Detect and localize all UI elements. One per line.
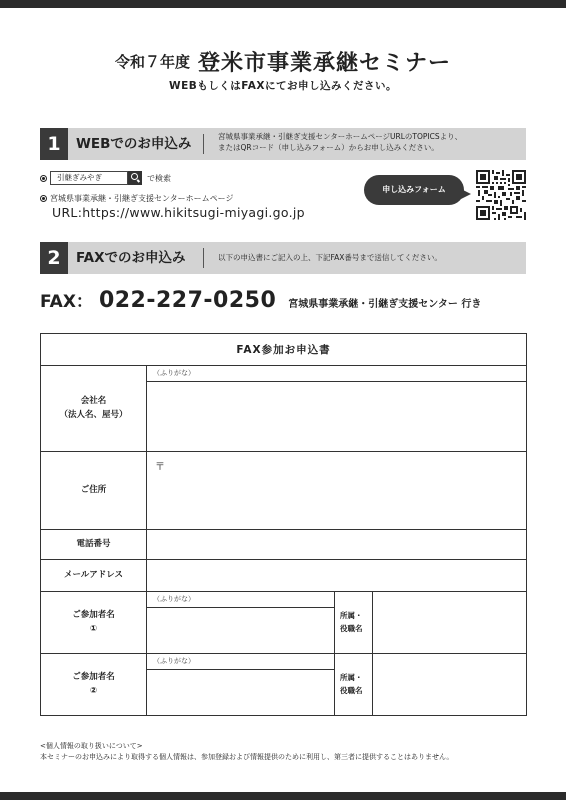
participant1-label-line2: ① bbox=[89, 623, 98, 634]
fax-number-line bbox=[40, 287, 481, 313]
search-suffix: で検索 bbox=[147, 173, 171, 183]
participant2-label-line2: ② bbox=[89, 685, 98, 696]
participant2-label bbox=[41, 654, 147, 716]
homepage-url[interactable]: URL:https://www.hikitsugi-miyagi.go.jp bbox=[52, 205, 305, 220]
company-name-field[interactable] bbox=[147, 382, 527, 452]
section-fax-header bbox=[40, 242, 526, 274]
affiliation-line2: 役職名 bbox=[340, 685, 363, 695]
page-subtitle: WEBもしくはFAXにてお申し込みください。 bbox=[169, 80, 397, 92]
section-divider bbox=[203, 248, 204, 268]
affiliation-line2: 役職名 bbox=[340, 623, 363, 633]
participant2-name-field[interactable] bbox=[147, 670, 335, 716]
affiliation-line1: 所属・ bbox=[340, 672, 363, 682]
address-field[interactable] bbox=[147, 452, 527, 530]
phone-label: 電話番号 bbox=[41, 530, 147, 560]
privacy-heading: <個人情報の取り扱いについて> bbox=[40, 742, 143, 750]
fax-number: 022-227-0250 bbox=[98, 288, 277, 313]
company-label-line2: （法人名、屋号） bbox=[59, 409, 128, 420]
bullet-icon bbox=[40, 175, 47, 182]
qr-code-icon[interactable] bbox=[476, 170, 526, 220]
phone-field[interactable] bbox=[147, 530, 527, 560]
company-label bbox=[41, 366, 147, 452]
web-desc-line2: またはQRコード（申し込みフォーム）からお申し込みください。 bbox=[218, 142, 439, 152]
company-label-line1: 会社名 bbox=[80, 395, 107, 406]
homepage-label: 宮城県事業承継・引継ぎ支援センターホームページ bbox=[50, 194, 234, 203]
homepage-label-row bbox=[40, 193, 234, 204]
section-number-2: 2 bbox=[40, 242, 68, 274]
section-title-web: WEBでのお申込み bbox=[76, 136, 192, 152]
participant1-name-field[interactable] bbox=[147, 608, 335, 654]
participant1-label bbox=[41, 592, 147, 654]
web-desc-line1: 宮城県事業承継・引継ぎ支援センターホームページURLのTOPICSより、 bbox=[218, 132, 463, 141]
privacy-notice bbox=[40, 741, 453, 763]
section-divider bbox=[203, 134, 204, 154]
section-web-description bbox=[218, 132, 518, 154]
email-field[interactable] bbox=[147, 560, 527, 592]
search-icon bbox=[128, 171, 142, 185]
search-box: 引継ぎみやぎ bbox=[50, 171, 128, 185]
postal-mark: 〒 bbox=[155, 462, 165, 473]
participant1-affiliation-field[interactable] bbox=[373, 592, 527, 654]
participant2-affiliation-label bbox=[335, 654, 373, 716]
privacy-body: 本セミナーのお申込みにより取得する個人情報は、参加登録および情報提供のために利用し、第三者に提供することはありません。 bbox=[40, 752, 454, 761]
participant1-affiliation-label bbox=[335, 592, 373, 654]
participant1-label-line1: ご参加者名 bbox=[72, 609, 115, 620]
section-number-1: 1 bbox=[40, 128, 68, 160]
page-title bbox=[0, 46, 566, 77]
application-form bbox=[40, 333, 527, 716]
email-label: メールアドレス bbox=[41, 560, 147, 592]
search-row bbox=[40, 171, 171, 185]
affiliation-line1: 所属・ bbox=[340, 610, 363, 620]
title-prefix: 令和７年度 bbox=[114, 53, 190, 71]
company-furigana-field[interactable]: （ふりがな） bbox=[147, 366, 527, 382]
participant2-furigana-field[interactable]: （ふりがな） bbox=[147, 654, 335, 670]
section-web-header bbox=[40, 128, 526, 160]
fax-label: FAX： bbox=[40, 292, 93, 312]
top-bar bbox=[0, 0, 566, 8]
participant1-furigana-field[interactable]: （ふりがな） bbox=[147, 592, 335, 608]
participant2-affiliation-field[interactable] bbox=[373, 654, 527, 716]
title-main: 登米市事業承継セミナー bbox=[198, 51, 452, 76]
address-label: ご住所 bbox=[41, 452, 147, 530]
fax-destination: 宮城県事業承継・引継ぎ支援センター 行き bbox=[288, 299, 482, 310]
section-title-fax: FAXでのお申込み bbox=[76, 250, 186, 266]
section-fax-description: 以下の申込書にご記入の上、下記FAX番号まで送信してください。 bbox=[218, 253, 442, 262]
bottom-bar bbox=[0, 792, 566, 800]
form-title: FAX参加お申込書 bbox=[41, 334, 527, 366]
participant2-label-line1: ご参加者名 bbox=[72, 671, 115, 682]
bullet-icon bbox=[40, 195, 47, 202]
form-bubble: 申し込みフォーム bbox=[364, 175, 464, 205]
